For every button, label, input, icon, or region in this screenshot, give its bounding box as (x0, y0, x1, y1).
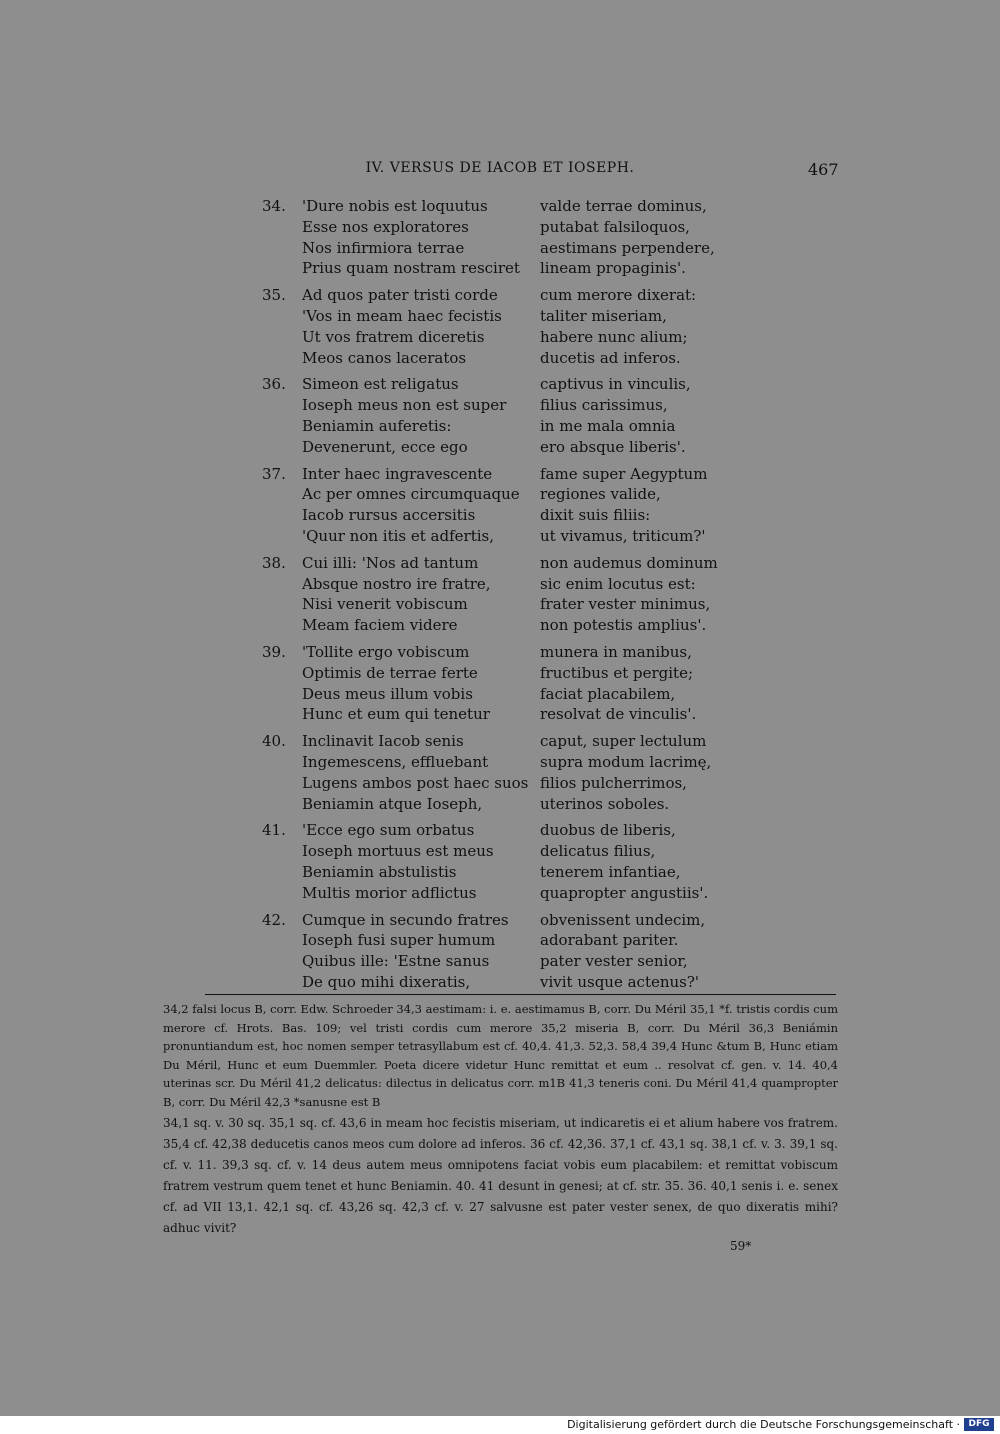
verse-second-half: non audemus dominum (540, 553, 718, 572)
stanza-number (262, 594, 302, 615)
verse-line (262, 820, 732, 841)
verse-first-half: Inclinavit Iacob senis (302, 732, 464, 751)
verse-line (262, 951, 732, 972)
verse-second-half: delicatus filius, (540, 842, 656, 861)
stanza-number: 38. (262, 553, 286, 572)
verse-line (262, 972, 732, 993)
stanza-number: 40. (262, 732, 286, 751)
verse-first-half: Cumque in secundo fratres (302, 910, 509, 929)
verse-second-half: habere nunc alium; (540, 327, 688, 346)
verse-first-half: Multis morior adflictus (302, 883, 477, 902)
verse-second-half: resolvat de vinculis'. (540, 705, 697, 724)
verse-line (262, 794, 732, 815)
digitization-footer (0, 1416, 1000, 1434)
verse-second-half: vivit usque actenus?' (540, 972, 700, 991)
verse-first-half: Nisi venerit vobiscum (302, 595, 468, 614)
stanza-number (262, 883, 302, 904)
stanza-number (262, 217, 302, 238)
verse-line (262, 484, 732, 505)
verse-line (262, 327, 732, 348)
signature-mark: 59* (730, 1239, 752, 1253)
stanza-number (262, 704, 302, 725)
verse-line (262, 883, 732, 904)
verse-second-half: uterinos soboles. (540, 794, 670, 813)
stanza-number (262, 951, 302, 972)
verse-second-half: fame super Aegyptum (540, 464, 708, 483)
verse-line (262, 238, 732, 259)
stanza (262, 731, 732, 814)
verse-line (262, 862, 732, 883)
verse-first-half: Esse nos exploratores (302, 217, 469, 236)
verse-first-half: 'Dure nobis est loquutus (302, 197, 488, 215)
stanza (262, 910, 732, 993)
verse-line (262, 930, 732, 951)
stanza-number (262, 752, 302, 773)
verse-first-half: Iacob rursus accersitis (302, 506, 476, 525)
verse-second-half: in me mala omnia (540, 416, 676, 435)
verse-second-half: adorabant pariter. (540, 931, 679, 950)
verse-second-half: duobus de liberis, (540, 821, 676, 840)
verse-first-half: Ioseph fusi super humum (302, 931, 496, 950)
stanza-number (262, 615, 302, 636)
stanza-number (262, 862, 302, 883)
verse-first-half: Hunc et eum qui tenetur (302, 705, 490, 724)
verse-second-half: faciat placabilem, (540, 684, 676, 703)
stanza (262, 285, 732, 368)
verse-second-half: regiones valide, (540, 485, 661, 504)
stanza (262, 820, 732, 903)
verse-line (262, 615, 732, 636)
footer-credit: Digitalisierung gefördert durch die Deutsche Forschungsgemeinschaft · (567, 1418, 960, 1431)
stanza (262, 642, 732, 725)
verse-line (262, 773, 732, 794)
verse-second-half: captivus in vinculis, (540, 375, 691, 394)
verse-line (262, 395, 732, 416)
verse-second-half: munera in manibus, (540, 642, 692, 661)
stanza (262, 464, 732, 547)
verse-line (262, 553, 732, 574)
verse-second-half: aestimans perpendere, (540, 238, 715, 257)
verse-first-half: Beniamin auferetis: (302, 416, 452, 435)
verse-first-half: Prius quam nostram resciret (302, 259, 520, 278)
verse-line (262, 684, 732, 705)
stanza-number (262, 526, 302, 547)
verse-line (262, 217, 732, 238)
verse-second-half: obvenissent undecim, (540, 910, 706, 929)
verse-second-half: frater vester minimus, (540, 595, 711, 614)
verse-line (262, 841, 732, 862)
footnote-rule (205, 994, 836, 995)
verse-first-half: 'Quur non itis et adfertis, (302, 526, 494, 545)
verse-first-half: Beniamin atque Ioseph, (302, 794, 483, 813)
stanza-number (262, 238, 302, 259)
verse-line (262, 348, 732, 369)
verse-first-half: 'Ecce ego sum orbatus (302, 821, 475, 840)
stanza-number: 41. (262, 821, 286, 840)
stanza-number: 34. (262, 197, 286, 215)
stanza-number (262, 794, 302, 815)
verse-line (262, 574, 732, 595)
verse-first-half: Nos infirmiora terrae (302, 238, 465, 257)
verse-line (262, 285, 732, 306)
verse-first-half: Ut vos fratrem diceretis (302, 327, 485, 346)
verse-first-half: Simeon est religatus (302, 375, 459, 394)
verse-line (262, 306, 732, 327)
verse-first-half: Ad quos pater tristi corde (302, 286, 498, 305)
stanza-number (262, 930, 302, 951)
verse-line (262, 505, 732, 526)
verse-line (262, 752, 732, 773)
verse-first-half: Absque nostro ire fratre, (302, 574, 491, 593)
stanza-number (262, 327, 302, 348)
verse-first-half: Quibus ille: 'Estne sanus (302, 952, 490, 971)
verse-first-half: Meos canos laceratos (302, 348, 467, 367)
verse-first-half: Lugens ambos post haec suos (302, 773, 529, 792)
verse-line (262, 704, 732, 725)
stanza-number (262, 395, 302, 416)
verse-second-half: pater vester senior, (540, 952, 688, 971)
verse-second-half: valde terrae dominus, (540, 197, 707, 215)
verse-second-half: fructibus et pergite; (540, 663, 694, 682)
verse-second-half: ducetis ad inferos. (540, 348, 681, 367)
verse-second-half: quapropter angustiis'. (540, 883, 709, 902)
verse-second-half: tenerem infantiae, (540, 862, 681, 881)
verse-line (262, 374, 732, 395)
critical-apparatus (163, 1000, 838, 1111)
stanza-number (262, 484, 302, 505)
verse-first-half: Beniamin abstulistis (302, 862, 457, 881)
verse-second-half: taliter miseriam, (540, 306, 667, 325)
stanza-number (262, 505, 302, 526)
verse-line (262, 663, 732, 684)
verse-second-half: filios pulcherrimos, (540, 773, 687, 792)
verse-first-half: Ac per omnes circumquaque (302, 485, 520, 504)
verse-line (262, 910, 732, 931)
verse-second-half: dixit suis filiis: (540, 506, 651, 525)
verse-second-half: ut vivamus, triticum?' (540, 526, 706, 545)
dfg-logo-icon: DFG (964, 1418, 994, 1431)
stanza-number (262, 574, 302, 595)
verse-second-half: non potestis amplius'. (540, 616, 707, 635)
stanza-number: 37. (262, 464, 286, 483)
verse-second-half: sic enim locutus est: (540, 574, 696, 593)
verse-first-half: Ioseph meus non est super (302, 396, 507, 415)
verse-first-half: De quo mihi dixeratis, (302, 972, 471, 991)
poem-stanzas (262, 196, 732, 999)
stanza-number (262, 972, 302, 993)
verse-first-half: Meam faciem videre (302, 616, 458, 635)
stanza-number (262, 348, 302, 369)
stanza (262, 553, 732, 636)
stanza-number: 35. (262, 286, 286, 305)
verse-line (262, 464, 732, 485)
stanza (262, 374, 732, 457)
stanza (262, 196, 732, 279)
verse-second-half: filius carissimus, (540, 396, 668, 415)
verse-line (262, 731, 732, 752)
verse-first-half: Ingemescens, effluebant (302, 752, 489, 771)
verse-line (262, 416, 732, 437)
verse-first-half: 'Tollite ergo vobiscum (302, 642, 470, 661)
verse-line (262, 437, 732, 458)
verse-line (262, 526, 732, 547)
source-apparatus (163, 1113, 838, 1239)
verse-line (262, 642, 732, 663)
stanza-number (262, 306, 302, 327)
stanza-number (262, 663, 302, 684)
verse-line (262, 196, 732, 217)
verse-second-half: ero absque liberis'. (540, 437, 686, 456)
verse-second-half: supra modum lacrimę, (540, 752, 712, 771)
verse-line (262, 258, 732, 279)
stanza-number (262, 258, 302, 279)
stanza-number: 36. (262, 375, 286, 394)
verse-first-half: Deus meus illum vobis (302, 684, 473, 703)
running-title: IV. VERSUS DE IACOB ET IOSEPH. (365, 160, 635, 176)
stanza-number (262, 773, 302, 794)
verse-line (262, 594, 732, 615)
verse-second-half: putabat falsiloquos, (540, 217, 690, 236)
stanza-number (262, 841, 302, 862)
stanza-number (262, 416, 302, 437)
stanza-number (262, 684, 302, 705)
page-number: 467 (808, 160, 839, 179)
critical-notes-text: 34,2 falsi locus B, corr. Edw. Schroeder 34,3 aestimam: i. e. aestimamus B, corr. Du Méril 35,1 *f. tristis cordis cum merore cf. Hrots. Bas. 109; vel tristi cordis cum merore 35,2 miseria B, corr. Du Méril 36,3 Beniámin pronuntiandum est, hoc nomen semper tetrasyllabum est cf. 40,4. 41,3. 52,3. 58,4 39,4 Hunc &tum B, Hunc etiam Du Méril, Hunc et eum Duemmler. Poeta dicere videtur Hunc remittat et eum .. resolvat cf. gen. v. 14. 40,4 uterinas scr. Du Méril 41,2 delicatus: dilectus in delicatus corr. m1B 41,3 teneris coni. Du Méril 41,4 quampropter B, corr. Du Méril 42,3 *sanusne est B (163, 1002, 838, 1109)
verse-first-half: Inter haec ingravescente (302, 464, 493, 483)
verse-first-half: Devenerunt, ecce ego (302, 437, 468, 456)
verse-second-half: cum merore dixerat: (540, 286, 697, 305)
verse-first-half: Optimis de terrae ferte (302, 663, 478, 682)
verse-second-half: caput, super lectulum (540, 732, 707, 751)
stanza-number (262, 437, 302, 458)
verse-first-half: 'Vos in meam haec fecistis (302, 306, 502, 325)
stanza-number: 42. (262, 910, 286, 929)
verse-second-half: lineam propaginis'. (540, 259, 686, 278)
source-notes-text: 34,1 sq. v. 30 sq. 35,1 sq. cf. 43,6 in meam hoc fecistis miseriam, ut indicaretis ei et alium habere vos fratrem. 35,4 cf. 42,38 deducetis canos meos cum dolore ad inferos. 36 cf. 42,36. 37,1 cf. 43,1 sq. 38,1 cf. v. 3. 39,1 sq. cf. v. 11. 39,3 sq. cf. v. 14 deus autem meus omnipotens faciat vobis eum placabilem: et remittat vobiscum fratrem vestrum quem tenet et hunc Beniamin. 40. 41 desunt in genesi; at cf. str. 35. 36. 40,1 senis i. e. senex cf. ad VII 13,1. 42,1 sq. cf. 43,26 sq. 42,3 cf. v. 27 salvusne est pater vester senex, de quo dixeratis mihi? adhuc vivit? (163, 1116, 838, 1235)
stanza-number: 39. (262, 642, 286, 661)
verse-first-half: Ioseph mortuus est meus (302, 842, 494, 861)
verse-first-half: Cui illi: 'Nos ad tantum (302, 553, 479, 572)
